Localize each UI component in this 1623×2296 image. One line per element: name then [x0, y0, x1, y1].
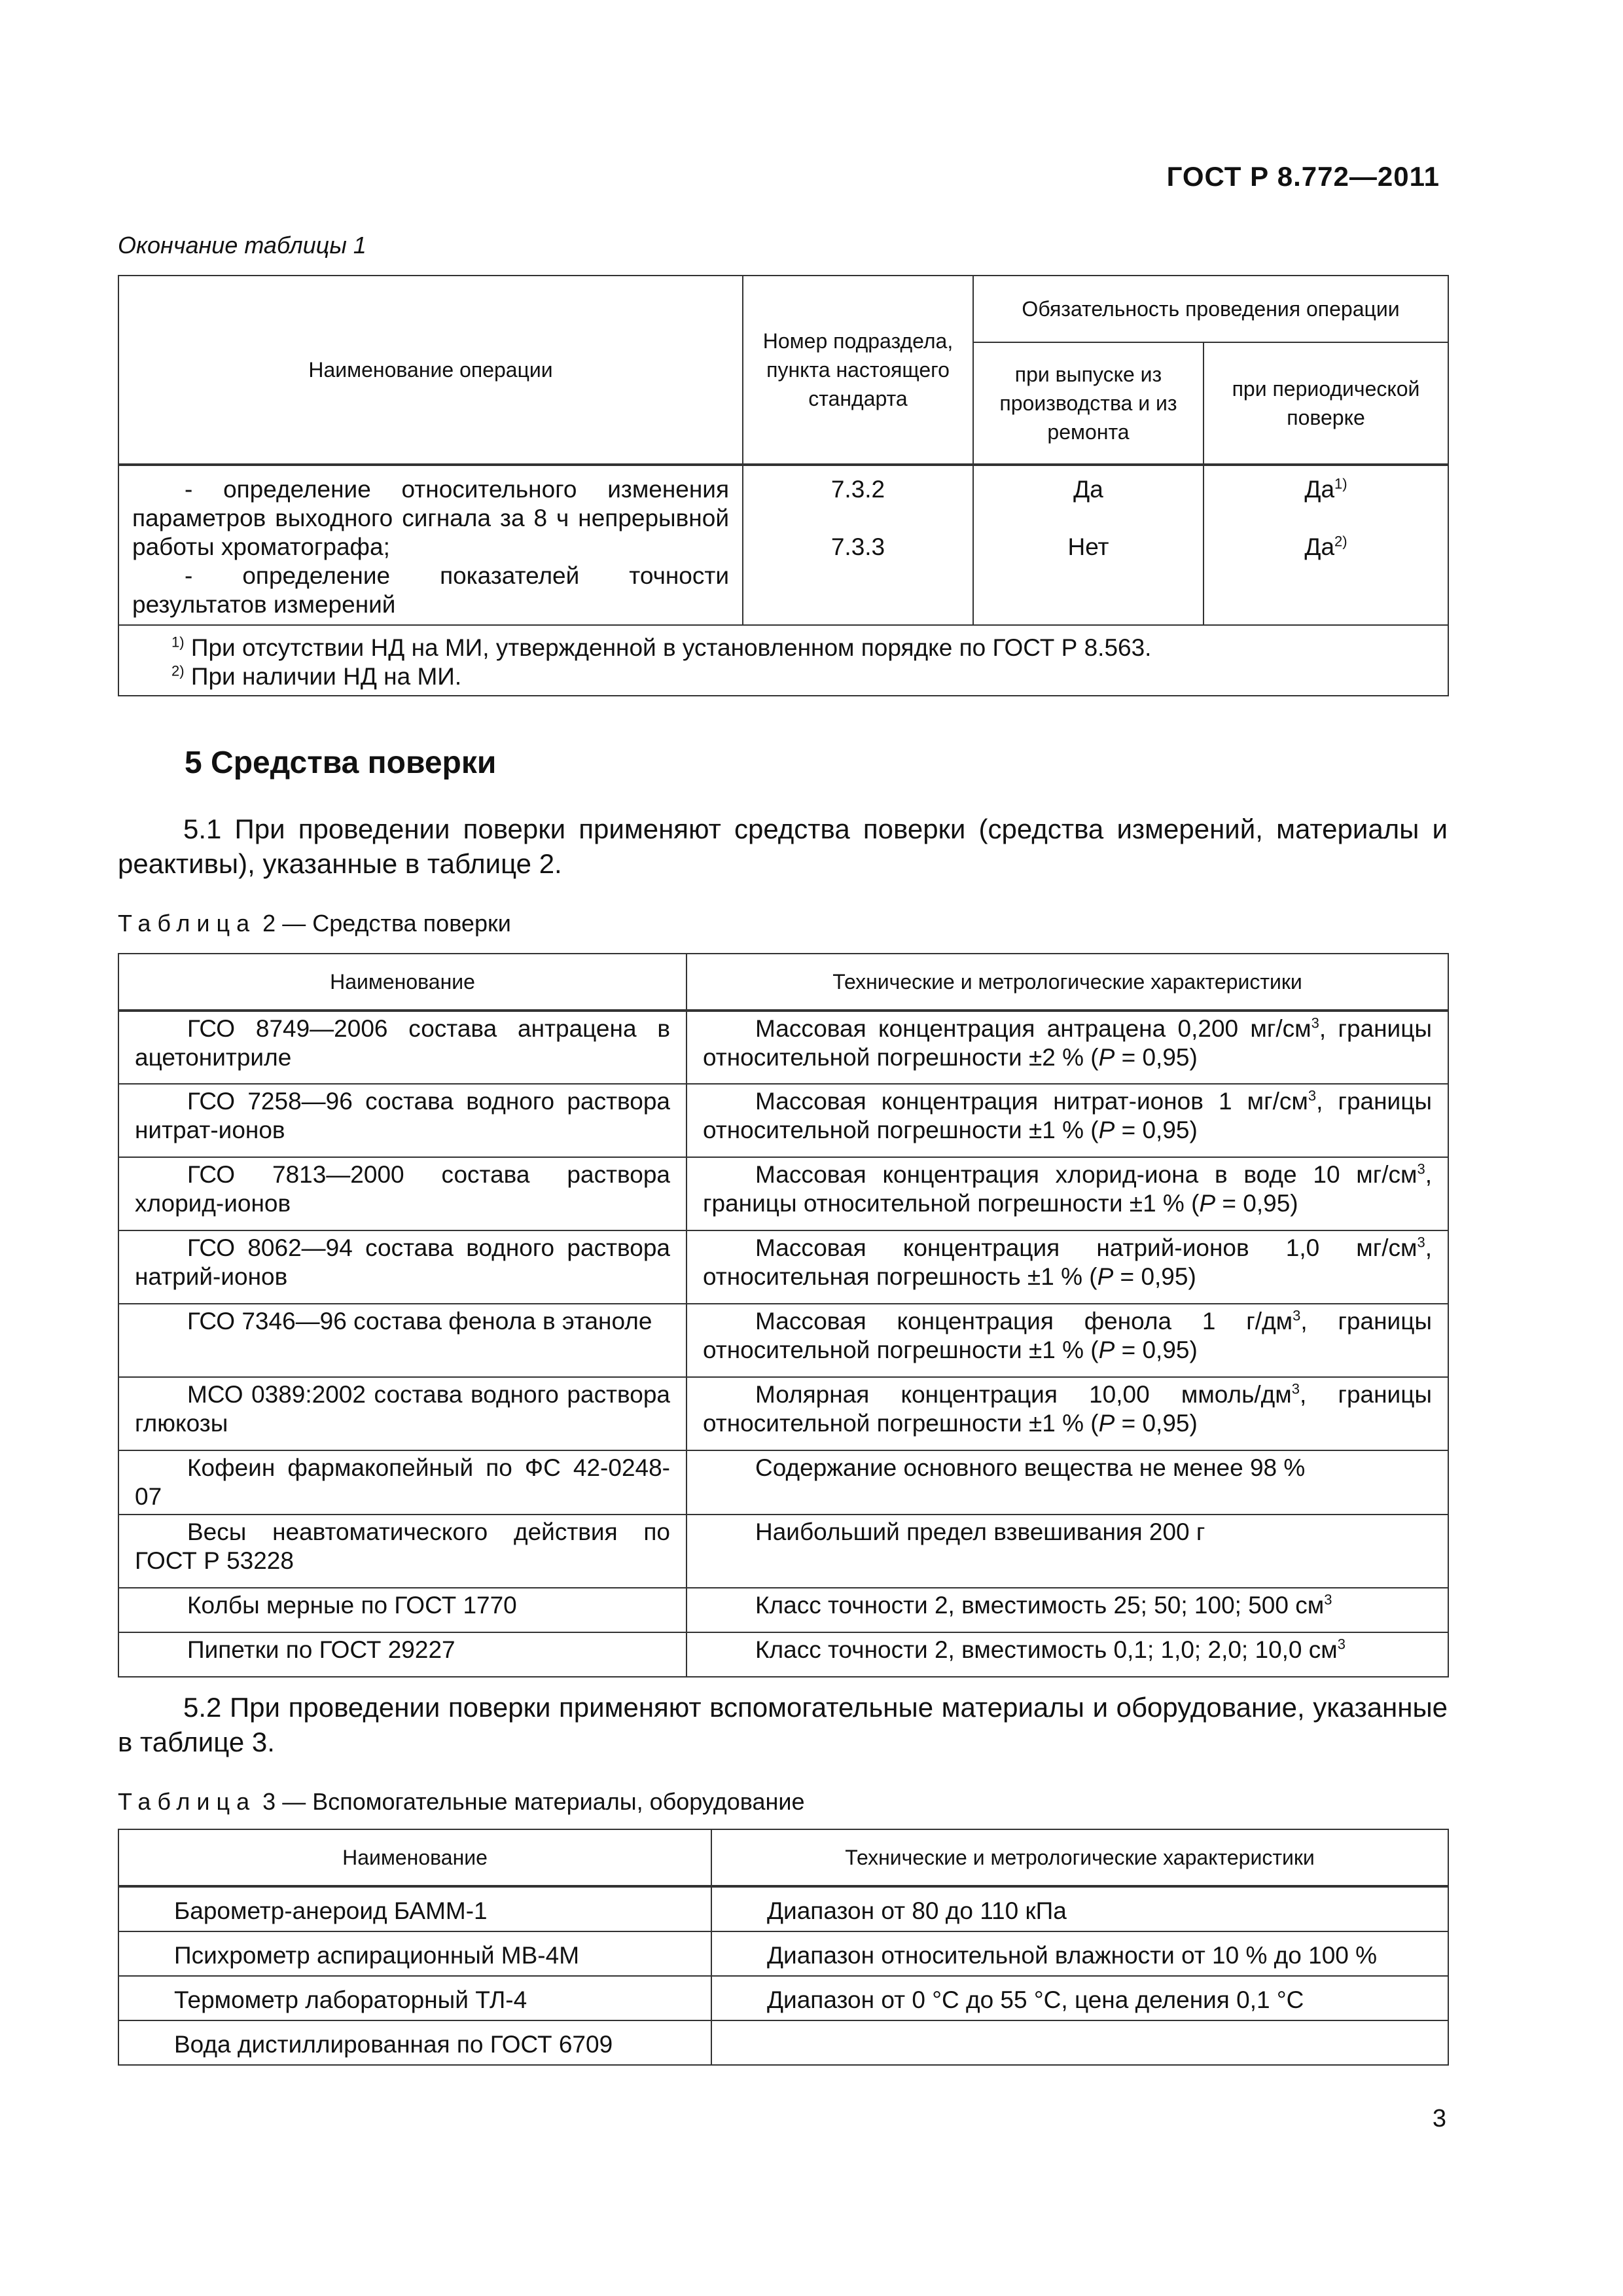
t2-chars-cell — [687, 1377, 1448, 1450]
t1-row-release: Да — [1073, 476, 1103, 503]
t2-chars-var: P — [1097, 1263, 1114, 1290]
t2-chars — [703, 1380, 1432, 1438]
t2-chars-text: Массовая концентрация антрацена 0,200 мг/см — [755, 1015, 1311, 1042]
t2-chars — [703, 1518, 1432, 1547]
t2-row — [118, 1157, 1448, 1230]
t2-chars — [703, 1591, 1432, 1620]
t1-numbers-cell — [743, 465, 973, 625]
t2-chars — [703, 1234, 1432, 1291]
t2-chars-cell — [687, 1011, 1448, 1084]
t2-row — [118, 1515, 1448, 1588]
t2-chars-cell — [687, 1084, 1448, 1157]
t3-chars: Диапазон от 0 °С до 55 °С, цена деления 0,1 °С — [711, 1976, 1448, 2020]
t2-name-cell — [118, 1632, 687, 1677]
t2-chars-sup: 3 — [1417, 1234, 1425, 1251]
t2-chars — [703, 1454, 1432, 1482]
t2-name: ГСО 7813—2000 состава раствора хлорид-ионов — [135, 1161, 670, 1217]
t2-name: Кофеин фармакопейный по ФС 42-0248-07 — [135, 1454, 670, 1510]
table3-caption — [118, 1788, 805, 1816]
t2-row — [118, 1588, 1448, 1632]
t2-name: МСО 0389:2002 состава водного раствора глюкозы — [135, 1381, 670, 1437]
t1-release-cell — [973, 465, 1204, 625]
paragraph-5-2: 5.2 При проведении поверки применяют вспомогательные материалы и оборудование, указанные в таблице 3. — [118, 1692, 1448, 1757]
t2-name: ГСО 8749—2006 состава антрацена в ацетонитриле — [135, 1015, 670, 1071]
t1-header-obligation: Обязательность проведения операции — [973, 276, 1448, 342]
t2-chars-text: = 0,95) — [1115, 1117, 1198, 1143]
t1-row-name: - определение относительного изменения параметров выходного сигнала за 8 ч непрерывной работы хроматографа; — [132, 476, 729, 560]
table2-caption-text: 2 — Средства поверки — [262, 910, 511, 937]
t1-footnote — [171, 662, 1435, 691]
t2-chars-var: P — [1098, 1410, 1115, 1437]
t3-name: Психрометр аспирационный МВ-4М — [118, 1931, 711, 1976]
t1-header-name: Наименование операции — [118, 276, 743, 465]
table2-caption — [118, 910, 511, 937]
t2-chars-text: Массовая концентрация натрий-ионов 1,0 мг/см — [755, 1234, 1418, 1261]
t2-header-name: Наименование — [118, 954, 687, 1011]
t2-chars-text: , границы относительной погрешности ±1 % ( — [703, 1308, 1432, 1363]
t3-header-name: Наименование — [118, 1829, 711, 1886]
t2-chars-sup: 3 — [1308, 1087, 1317, 1104]
t2-chars-text: Массовая концентрация нитрат-ионов 1 мг/см — [755, 1088, 1308, 1115]
table1-caption: Окончание таблицы 1 — [118, 232, 366, 259]
t3-chars: Диапазон относительной влажности от 10 % до 100 % — [711, 1931, 1448, 1976]
t2-chars-cell — [687, 1304, 1448, 1377]
t2-body — [118, 1011, 1448, 1677]
t2-row — [118, 1230, 1448, 1304]
t2-chars — [703, 1636, 1432, 1664]
t1-periodic-value: Да — [1304, 476, 1335, 503]
t2-chars-var: P — [1098, 1117, 1115, 1143]
t3-name: Термометр лабораторный ТЛ-4 — [118, 1976, 711, 2020]
table2-caption-label: Таблица — [118, 910, 257, 937]
t3-name: Барометр-анероид БАММ-1 — [118, 1886, 711, 1931]
t1-footnotes — [118, 625, 1448, 696]
t1-footnote-ref: 2) — [1334, 533, 1347, 550]
footnote-mark: 2) — [171, 662, 185, 679]
t2-chars-sup: 3 — [1417, 1160, 1425, 1177]
t2-name: Весы неавтоматического действия по ГОСТ Р 53228 — [135, 1518, 670, 1574]
paragraph-5-1: 5.1 При проведении поверки применяют средства поверки (средства измерений, материалы и реактивы), указанные в таблице 2. — [118, 814, 1448, 879]
t1-header-number: Номер подраздела, пункта настоящего стандарта — [743, 276, 973, 465]
t2-chars-text: , границы относительной погрешности ±1 % ( — [703, 1381, 1432, 1437]
t2-row — [118, 1011, 1448, 1084]
t2-chars-text: = 0,95) — [1115, 1044, 1198, 1071]
t2-name-cell — [118, 1377, 687, 1450]
t2-chars-sup: 3 — [1337, 1636, 1346, 1653]
t2-name-cell — [118, 1230, 687, 1304]
t1-row-periodic — [1217, 533, 1435, 562]
t2-name-cell — [118, 1011, 687, 1084]
t2-chars-text: , границы относительной погрешности ±2 % ( — [703, 1015, 1432, 1071]
t2-chars-cell — [687, 1515, 1448, 1588]
t2-chars-text: Массовая концентрация фенола 1 г/дм — [755, 1308, 1293, 1335]
t2-name-cell — [118, 1515, 687, 1588]
t2-chars-sup: 3 — [1293, 1307, 1301, 1324]
table3-caption-text: 3 — Вспомогательные материалы, оборудование — [262, 1788, 805, 1815]
t2-chars-cell — [687, 1230, 1448, 1304]
footnote-mark: 1) — [171, 634, 185, 651]
t2-chars-var: P — [1199, 1190, 1216, 1217]
t1-names-cell — [118, 465, 743, 625]
footnote-text: При отсутствии НД на МИ, утвержденной в установленном порядке по ГОСТ Р 8.563. — [190, 634, 1152, 661]
t2-header-chars: Технические и метрологические характеристики — [687, 954, 1448, 1011]
t2-row — [118, 1304, 1448, 1377]
t2-chars-text: = 0,95) — [1215, 1190, 1298, 1217]
t1-header-periodic: при периодической поверке — [1204, 342, 1448, 465]
t1-row-release: Нет — [1067, 533, 1109, 560]
t3-name: Вода дистиллированная по ГОСТ 6709 — [118, 2020, 711, 2065]
t2-chars-sup: 3 — [1311, 1014, 1319, 1031]
t3-row — [118, 1976, 1448, 2020]
t3-header-chars: Технические и метрологические характеристики — [711, 1829, 1448, 1886]
t2-chars — [703, 1014, 1432, 1072]
table2 — [118, 953, 1449, 1677]
section-title: 5 Средства поверки — [185, 745, 497, 780]
t2-chars-text: , границы относительной погрешности ±1 % ( — [703, 1088, 1432, 1143]
t1-row-name: - определение показателей точности результатов измерений — [132, 562, 729, 618]
t2-chars-cell — [687, 1450, 1448, 1515]
t3-chars: Диапазон от 80 до 110 кПа — [711, 1886, 1448, 1931]
t1-periodic-value: Да — [1304, 533, 1335, 560]
t2-row — [118, 1450, 1448, 1515]
t2-chars-text: Наибольший предел взвешивания 200 г — [755, 1518, 1205, 1545]
t2-name: ГСО 8062—94 состава водного раствора натрий-ионов — [135, 1234, 670, 1290]
t2-chars-text: , относительная погрешность ±1 % ( — [703, 1234, 1432, 1290]
t2-chars-text: = 0,95) — [1115, 1410, 1198, 1437]
footnote-text: При наличии НД на МИ. — [190, 663, 462, 690]
t2-chars-text: Содержание основного вещества не менее 98 % — [755, 1454, 1306, 1481]
t2-chars-text: , границы относительной погрешности ±1 % ( — [703, 1161, 1432, 1217]
t3-row — [118, 2020, 1448, 2065]
t3-chars — [711, 2020, 1448, 2065]
t2-chars-cell — [687, 1588, 1448, 1632]
t2-chars-cell — [687, 1157, 1448, 1230]
page-number: 3 — [1432, 2105, 1446, 2132]
t2-name-cell — [118, 1084, 687, 1157]
t2-chars-text: Класс точности 2, вместимость 0,1; 1,0; 2,0; 10,0 см — [755, 1636, 1338, 1663]
table1 — [118, 275, 1449, 696]
t2-chars-text: = 0,95) — [1113, 1263, 1196, 1290]
t1-row-periodic — [1217, 475, 1435, 533]
t1-body-row — [118, 465, 1448, 625]
t3-row — [118, 1886, 1448, 1931]
t2-row — [118, 1377, 1448, 1450]
t1-footnote-ref: 1) — [1334, 475, 1347, 492]
t2-chars-sup: 3 — [1324, 1591, 1332, 1608]
t2-name-cell — [118, 1304, 687, 1377]
t2-name: Пипетки по ГОСТ 29227 — [187, 1636, 455, 1663]
t2-chars-var: P — [1098, 1336, 1115, 1363]
t2-chars-sup: 3 — [1291, 1380, 1300, 1397]
t2-row — [118, 1084, 1448, 1157]
t2-chars — [703, 1087, 1432, 1145]
t1-row-number: 7.3.3 — [830, 533, 885, 560]
t2-chars-cell — [687, 1632, 1448, 1677]
t2-name: ГСО 7346—96 состава фенола в этаноле — [187, 1308, 652, 1335]
table3-caption-label: Таблица — [118, 1788, 257, 1815]
t2-name-cell — [118, 1588, 687, 1632]
t1-footnote — [171, 634, 1435, 662]
t3-body — [118, 1886, 1448, 2065]
t2-name-cell — [118, 1450, 687, 1515]
t2-name: ГСО 7258—96 состава водного раствора нитрат-ионов — [135, 1088, 670, 1143]
t3-row — [118, 1931, 1448, 1976]
table3 — [118, 1829, 1449, 2066]
t1-row-number: 7.3.2 — [830, 476, 885, 503]
t2-chars — [703, 1160, 1432, 1218]
t2-chars-var: P — [1098, 1044, 1115, 1071]
t2-chars-text: Молярная концентрация 10,00 ммоль/дм — [755, 1381, 1292, 1408]
t2-chars — [703, 1307, 1432, 1365]
t2-name-cell — [118, 1157, 687, 1230]
t2-chars-text: = 0,95) — [1115, 1336, 1198, 1363]
document-code: ГОСТ Р 8.772—2011 — [1166, 161, 1440, 192]
t2-name: Колбы мерные по ГОСТ 1770 — [187, 1592, 517, 1619]
t1-periodic-cell — [1204, 465, 1448, 625]
t1-header-release: при выпуске из производства и из ремонта — [973, 342, 1204, 465]
t2-chars-text: Массовая концентрация хлорид-иона в воде 10 мг/см — [755, 1161, 1418, 1188]
t2-chars-text: Класс точности 2, вместимость 25; 50; 100; 500 см — [755, 1592, 1325, 1619]
t2-row — [118, 1632, 1448, 1677]
